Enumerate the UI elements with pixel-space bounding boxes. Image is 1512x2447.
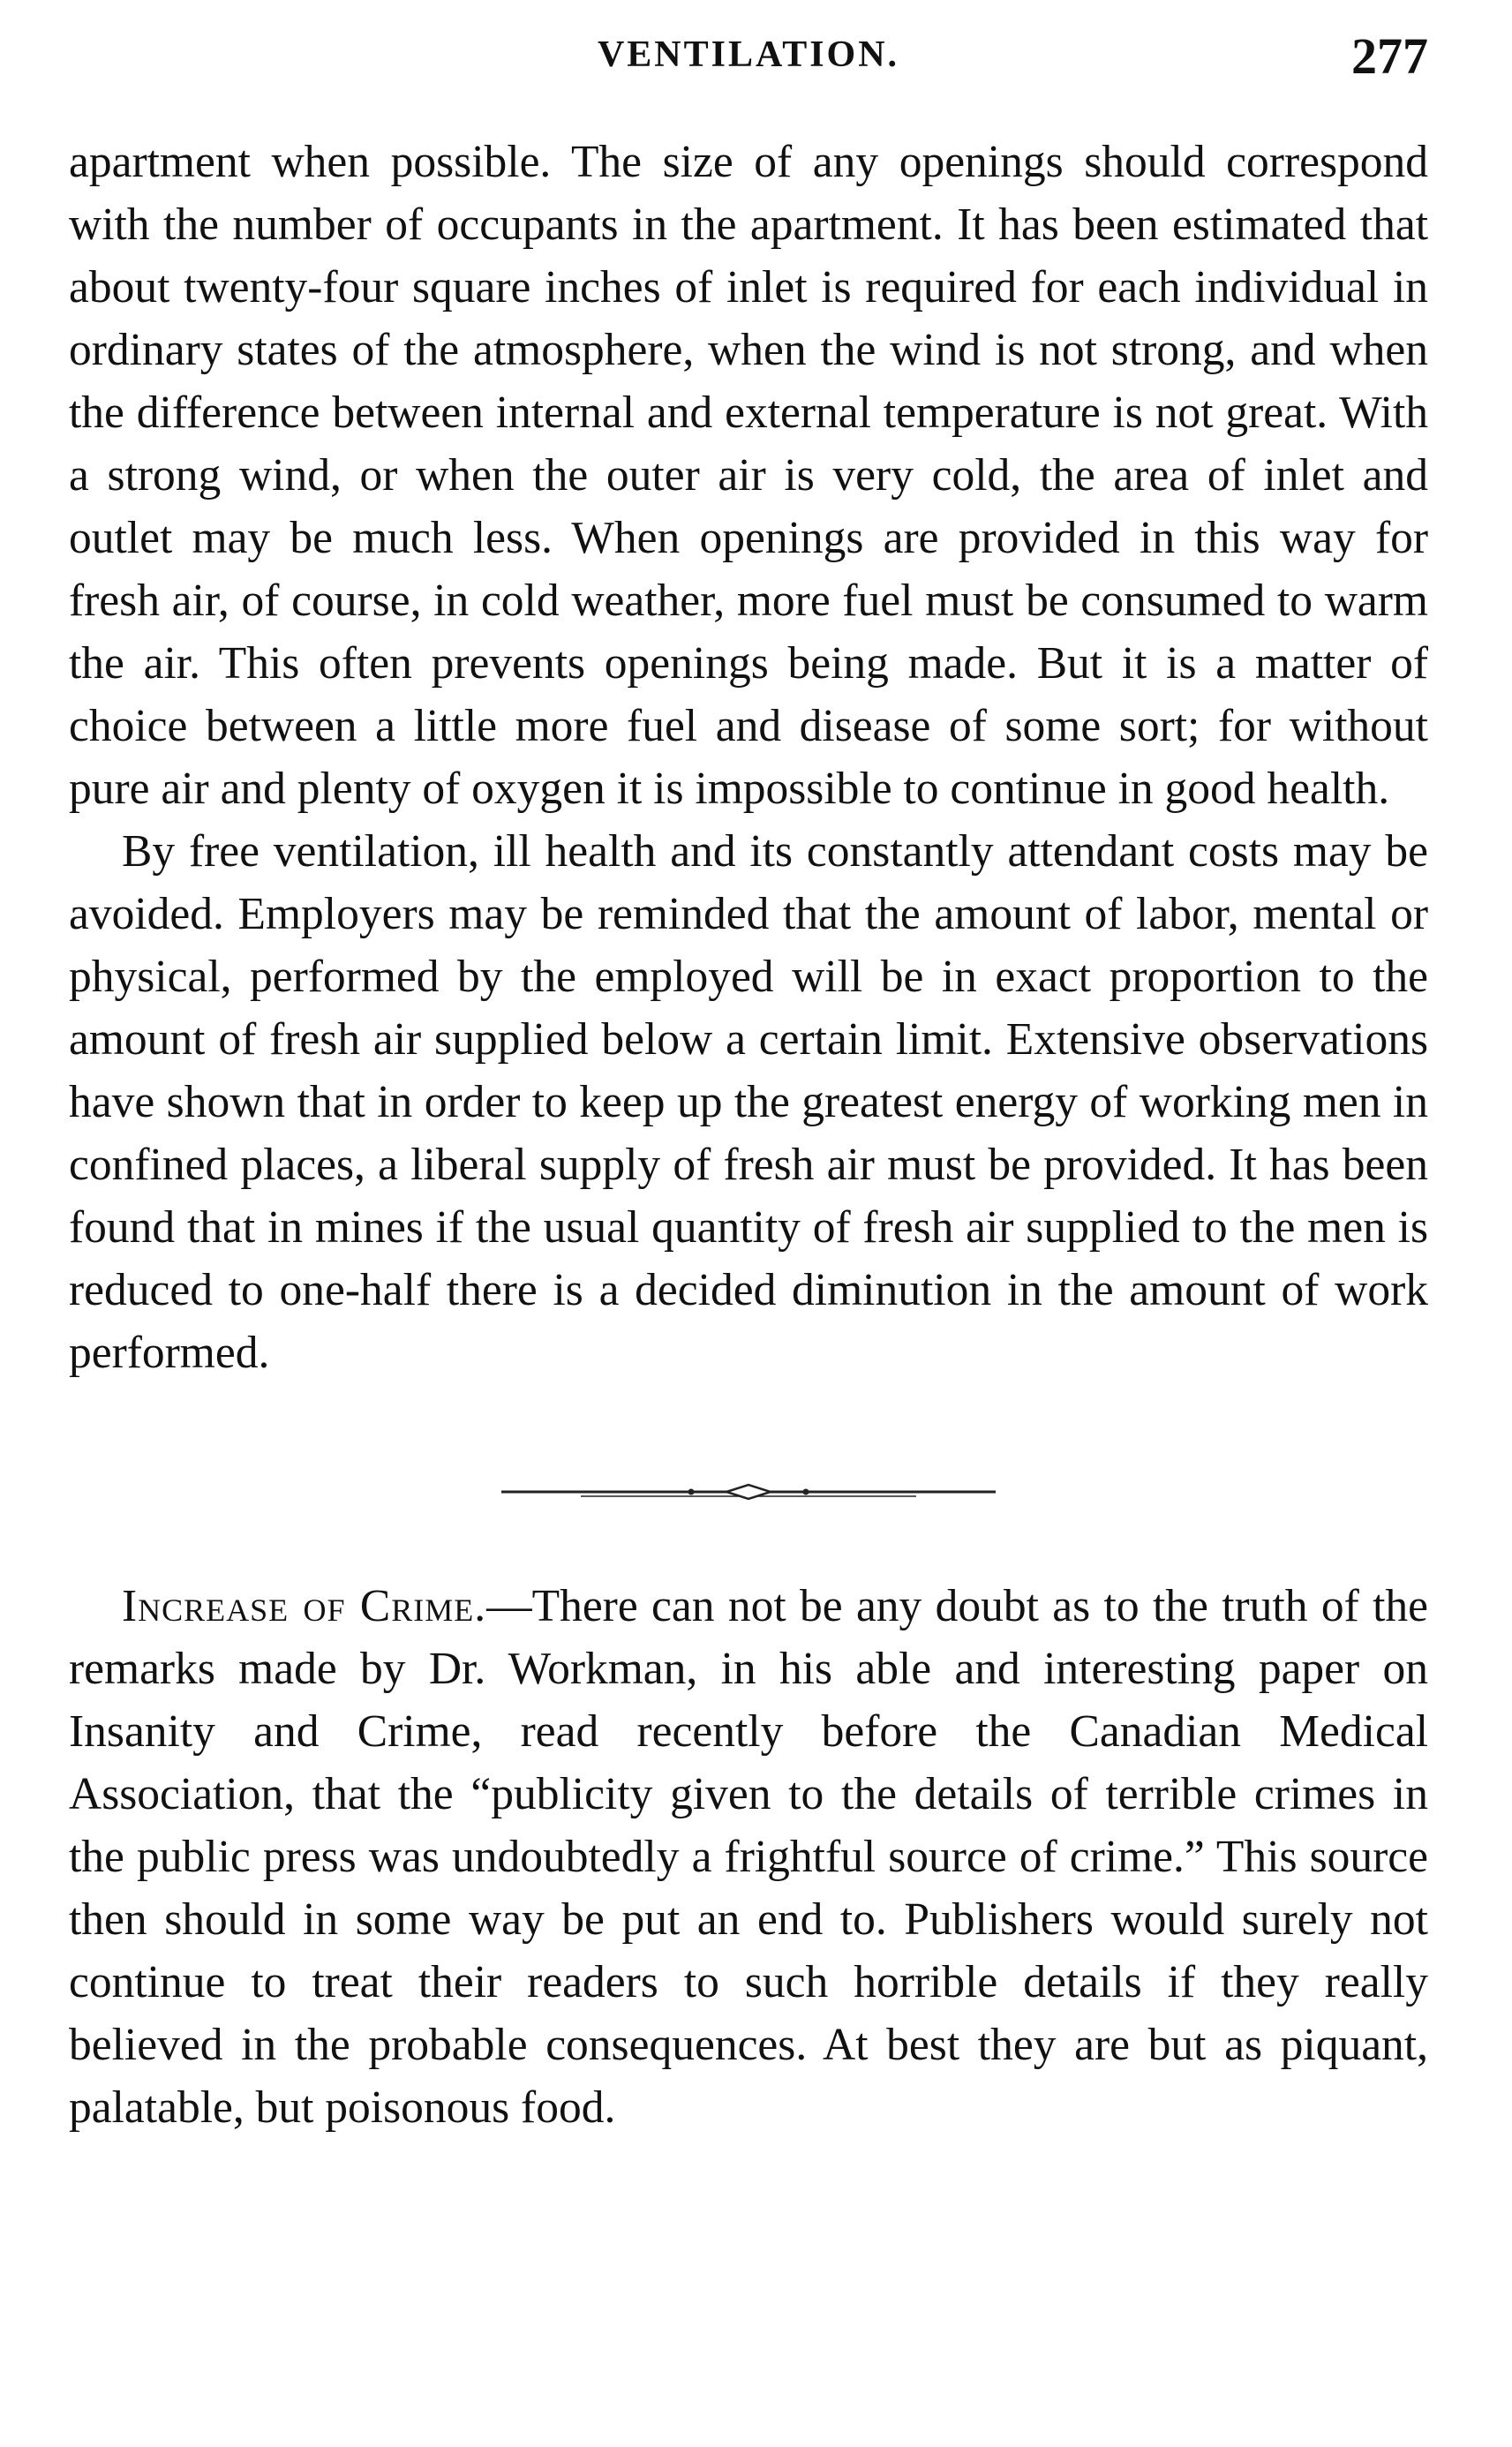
paragraph-free-ventilation: By free ventilation, ill health and its constantly attendant costs may be avoided. Employers may be reminded that the amount of labor, mental or physical, performed by the employed will be in exact proportion to the amount of fresh air supplied below a certain limit. Extensive observations have shown that in order to keep up the greatest energy of working men in confined places, a liberal supply of fresh air must be provided. It has been found that in mines if the usual quantity of fresh air supplied to the men is reduced to one-half there is a decided diminution in the amount of work performed. <box>69 826 1428 1378</box>
paragraph-ventilation-continued: apartment when possible. The size of any openings should correspond with the number of occupants in the apartment. It has been estimated that about twenty-four square inches of inlet is required for each individual in ordinary states of the atmosphere, when the wind is not strong, and when the difference between internal and external temperature is not great. With a strong wind, or when the outer air is very cold, the area of inlet and outlet may be much less. When openings are provided in this way for fresh air, of course, in cold weather, more fuel must be consumed to warm the air. This often prevents openings being made. But it is a matter of choice between a little more fuel and disease of some sort; for without pure air and plenty of oxygen it is impossible to continue in good health. <box>69 137 1428 814</box>
section-divider-ornament <box>501 1481 996 1502</box>
page-number: 277 <box>1351 27 1428 85</box>
section-heading: Increase of Crime. <box>122 1581 487 1631</box>
running-head: VENTILATION. <box>597 34 900 75</box>
page-header <box>69 27 1428 95</box>
body-text <box>69 131 1428 2139</box>
section-body: —There can not be any doubt as to the truth of the remarks made by Dr. Workman, in his able and interesting paper on Insanity and Crime, read recently before the Canadian Medical Association, that the “publicity given to the details of terrible crimes in the public press was undoubtedly a frightful source of crime.” This source then should in some way be put an end to. Publishers would surely not continue to treat their readers to such horrible details if they really believed in the probable consequences. At best they are but as piquant, palatable, but poisonous food. <box>69 1581 1428 2133</box>
section-increase-of-crime <box>69 1575 1428 2139</box>
